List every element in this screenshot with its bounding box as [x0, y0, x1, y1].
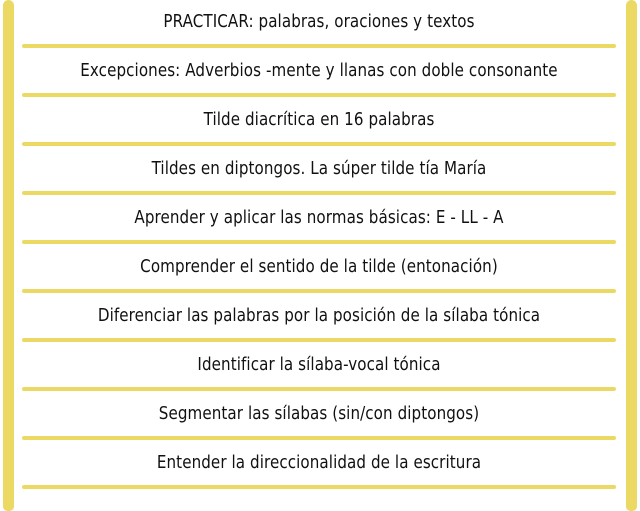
- step-rung: [22, 485, 616, 489]
- step-rung: [22, 93, 616, 97]
- step-rung: [22, 44, 616, 48]
- ladder-step-9: [22, 49, 616, 98]
- step-label: Excepciones: Adverbios -mente y llanas con doble consonante: [80, 60, 558, 81]
- step-rung: [22, 436, 616, 440]
- step-label: PRACTICAR: palabras, oraciones y textos: [163, 11, 475, 32]
- step-label: Segmentar las sílabas (sin/con diptongos): [158, 403, 480, 424]
- step-label: Tildes en diptongos. La súper tilde tía María: [151, 158, 487, 179]
- step-rung: [22, 240, 616, 244]
- step-label: Comprender el sentido de la tilde (entonación): [140, 256, 498, 277]
- step-label: Aprender y aplicar las normas básicas: E - LL - A: [134, 207, 504, 228]
- ladder-step-4: [22, 294, 616, 343]
- ladder-step-5: [22, 245, 616, 294]
- ladder-step-10: [22, 0, 616, 49]
- ladder-step-3: [22, 343, 616, 392]
- ladder-step-7: [22, 147, 616, 196]
- step-rung: [22, 338, 616, 342]
- step-rung: [22, 191, 616, 195]
- step-rung: [22, 142, 616, 146]
- step-label: Identificar la sílaba-vocal tónica: [197, 354, 441, 375]
- ladder-step-8: [22, 98, 616, 147]
- ladder-step-6: [22, 196, 616, 245]
- step-rung: [22, 289, 616, 293]
- step-label: Diferenciar las palabras por la posición de la sílaba tónica: [97, 305, 541, 326]
- ladder-step-1: [22, 441, 616, 490]
- step-rung: [22, 387, 616, 391]
- step-label: Entender la direccionalidad de la escritura: [156, 452, 482, 473]
- ladder-step-2: [22, 392, 616, 441]
- step-label: Tilde diacrítica en 16 palabras: [203, 109, 435, 130]
